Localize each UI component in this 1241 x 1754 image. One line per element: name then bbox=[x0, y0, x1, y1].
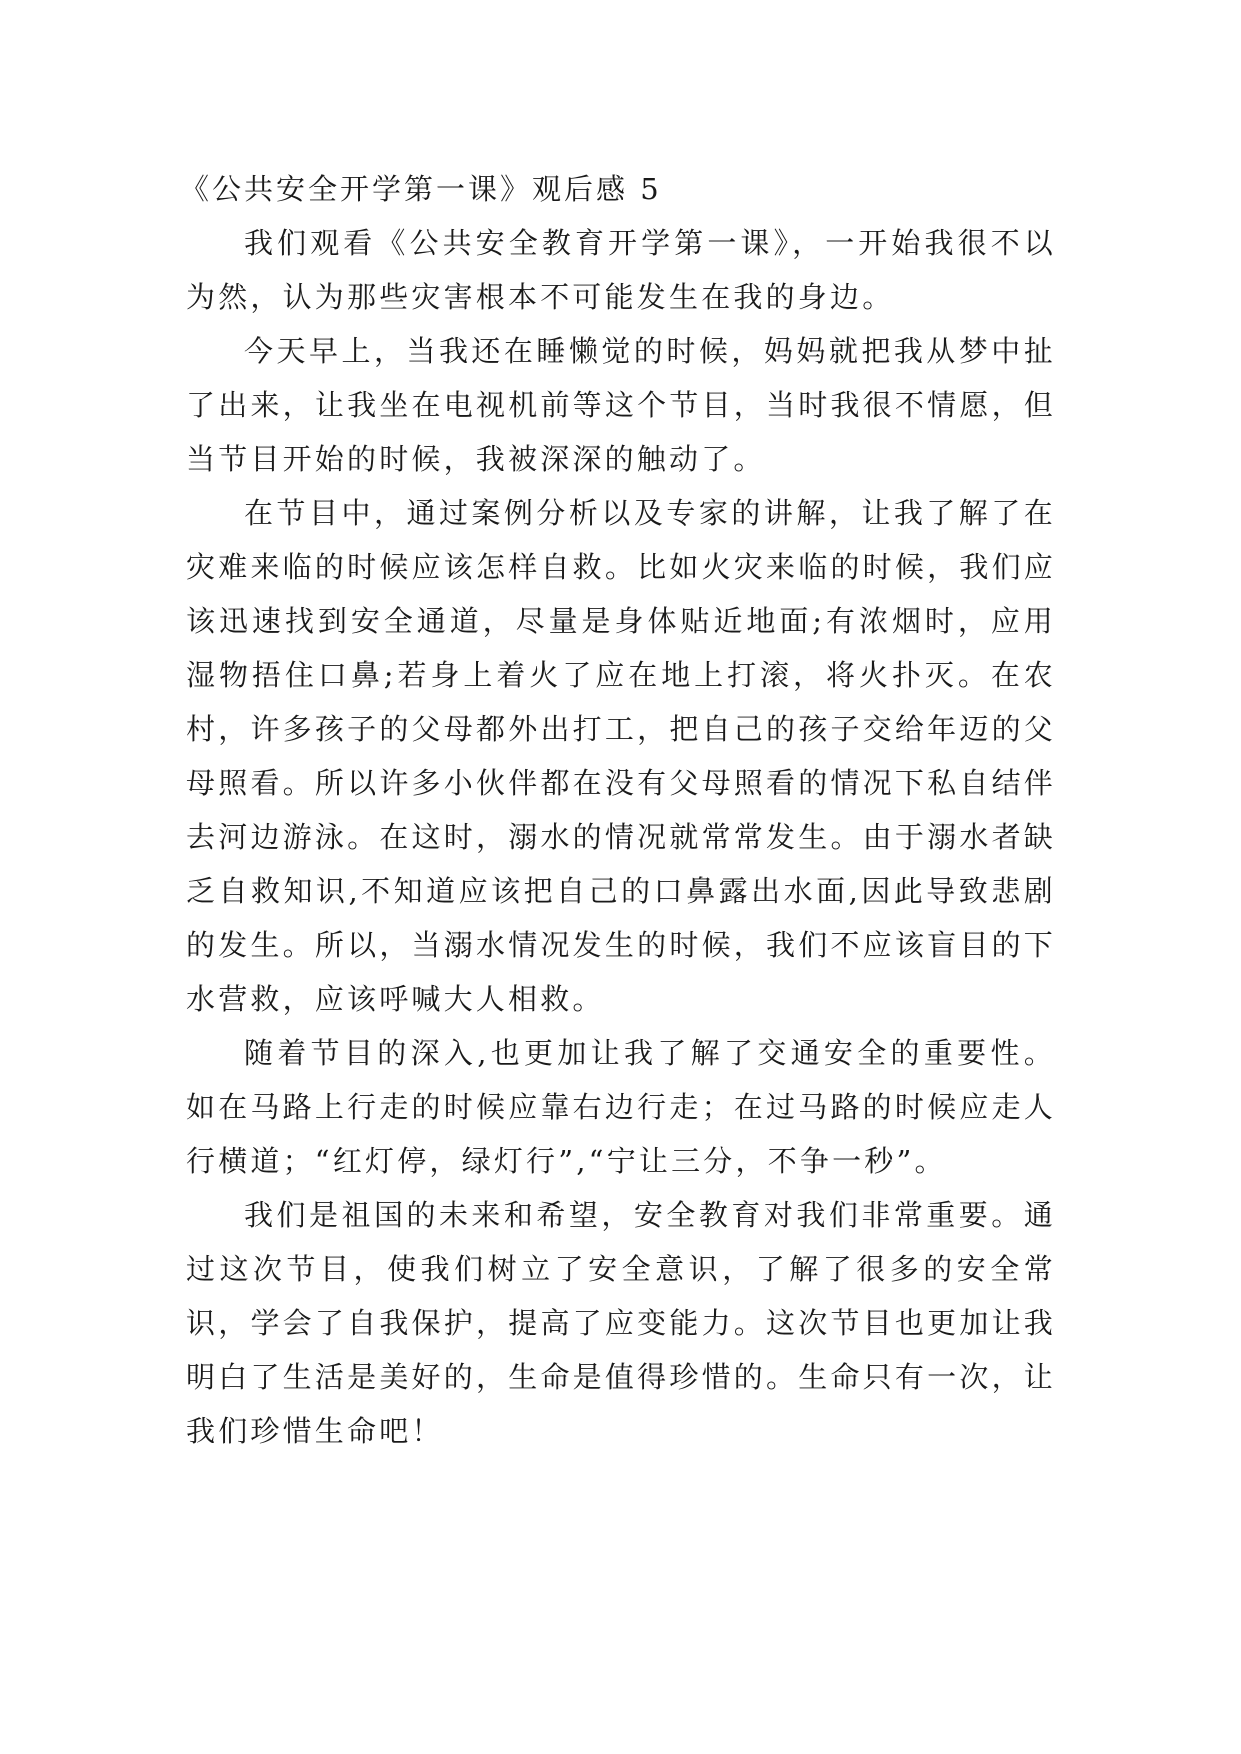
document-body bbox=[180, 162, 1056, 1458]
paragraph-conclusion: 我们是祖国的未来和希望，安全教育对我们非常重要。通过这次节目，使我们树立了安全意识，了解了很多的安全常识，学会了自我保护，提高了应变能力。这次节目也更加让我明白了生活是美好的，生命是值得珍惜的。生命只有一次，让我们珍惜生命吧！ bbox=[186, 1198, 1056, 1448]
paragraph-morning: 今天早上，当我还在睡懒觉的时候，妈妈就把我从梦中扯了出来，让我坐在电视机前等这个节目，当时我很不情愿，但当节目开始的时候，我被深深的触动了。 bbox=[186, 334, 1056, 476]
paragraph-intro: 我们观看《公共安全教育开学第一课》，一开始我很不以为然，认为那些灾害根本不可能发生在我的身边。 bbox=[186, 226, 1056, 314]
paragraph-self-rescue: 在节目中，通过案例分析以及专家的讲解，让我了解了在灾难来临的时候应该怎样自救。比如火灾来临的时候，我们应该迅速找到安全通道，尽量是身体贴近地面;有浓烟时，应用湿物捂住口鼻;若身上着火了应在地上打滚，将火扑灭。在农村，许多孩子的父母都外出打工，把自己的孩子交给年迈的父母照看。所以许多小伙伴都在没有父母照看的情况下私自结伴去河边游泳。在这时，溺水的情况就常常发生。由于溺水者缺乏自救知识,不知道应该把自己的口鼻露出水面,因此导致悲剧的发生。所以，当溺水情况发生的时候，我们不应该盲目的下水营救，应该呼喊大人相救。 bbox=[186, 496, 1056, 1016]
paragraph-traffic-safety: 随着节目的深入,也更加让我了解了交通安全的重要性。如在马路上行走的时候应靠右边行走；在过马路的时候应走人行横道；“红灯停，绿灯行”,“宁让三分，不争一秒”。 bbox=[186, 1036, 1056, 1178]
document-title: 《公共安全开学第一课》观后感 5 bbox=[180, 172, 662, 206]
